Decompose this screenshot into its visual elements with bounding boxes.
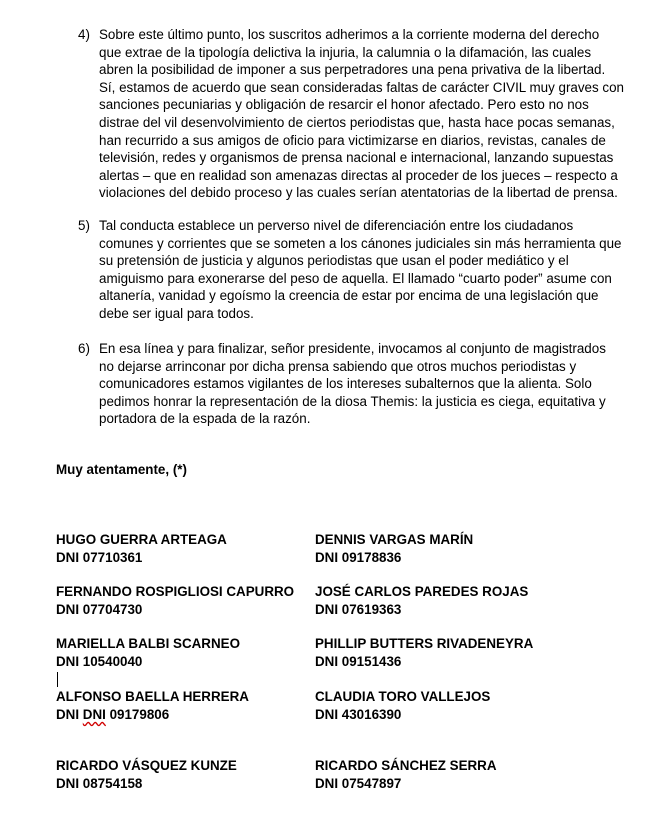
text-line: comunicadores estamos vigilantes de los intereses subalternos que la alienta. Solo bbox=[99, 376, 592, 392]
signatory-name: DENNIS VARGAS MARÍN bbox=[315, 532, 474, 547]
text-line: no dejarse arrinconar por dicha prensa sabiendo que otros muchos periodistas y bbox=[99, 358, 577, 374]
text-line: su pretensión de justicia y algunos periodistas que usan el poder mediático y el bbox=[99, 253, 569, 269]
signature-block bbox=[56, 757, 237, 793]
text-line: abren la posibilidad de imponer a sus perpetradores una pena privativa de la libertad. bbox=[99, 62, 606, 78]
signatory-name: RICARDO VÁSQUEZ KUNZE bbox=[56, 758, 237, 773]
text-line: Sí, estamos de acuerdo que sean consideradas faltas de carácter CIVIL muy graves con bbox=[99, 79, 625, 95]
signatory-name: FERNANDO ROSPIGLIOSI CAPURRO bbox=[56, 584, 295, 599]
signatory-dni: DNI 08754158 bbox=[56, 776, 143, 791]
text-line: comunes y corrientes que se someten a los cánones judiciales sin más herramienta que bbox=[99, 235, 622, 251]
text-line: En esa línea y para finalizar, señor presidente, invocamos al conjunto de magistrados bbox=[99, 341, 606, 356]
text-line: televisión, redes y organismos de prensa nacional e internacional, lanzando supuestas bbox=[99, 150, 614, 166]
item-number: 4) bbox=[78, 27, 90, 42]
spellcheck-flagged-word: DNI bbox=[82, 707, 106, 722]
signature-block bbox=[56, 531, 227, 567]
signature-block bbox=[315, 757, 497, 793]
signatory-name: HUGO GUERRA ARTEAGA bbox=[56, 532, 227, 547]
text-line: Tal conducta establece un perverso nivel de diferenciación entre los ciudadanos bbox=[99, 218, 574, 233]
text-line: pedimos honrar la representación de la diosa Themis: la justicia es ciega, equitativa y bbox=[99, 393, 606, 409]
numbered-item-4 bbox=[78, 26, 628, 202]
dni-prefix: DNI bbox=[56, 707, 83, 722]
signature-block bbox=[315, 688, 490, 724]
signatory-dni: DNI 09178836 bbox=[315, 550, 402, 565]
text-line: portadora de la espada de la razón. bbox=[99, 411, 311, 427]
text-line: alertas – que en realidad son amenazas directas al proceder de los jueces – respecto a bbox=[99, 167, 618, 183]
signatory-dni bbox=[56, 706, 249, 724]
signatory-dni: DNI 07710361 bbox=[56, 550, 143, 565]
numbered-item-5 bbox=[78, 217, 628, 323]
text-line: altanería, vanidad y egoísmo la creencia de estar por encima de una legislación que bbox=[99, 288, 599, 304]
text-line: que extrae de la tipología delictiva la injuria, la calumnia o la difamación, las cuales bbox=[99, 44, 592, 60]
item-text bbox=[99, 340, 628, 428]
text-line: amiguismo para exonerarse del peso de aquella. El llamado “cuarto poder” asume con bbox=[99, 270, 612, 286]
text-cursor bbox=[57, 672, 58, 687]
signatory-dni: DNI 43016390 bbox=[315, 707, 402, 722]
signatory-name: ALFONSO BAELLA HERRERA bbox=[56, 689, 249, 704]
signatory-dni: DNI 07619363 bbox=[315, 602, 402, 617]
signatory-name: JOSÉ CARLOS PAREDES ROJAS bbox=[315, 584, 529, 599]
text-line: debe ser igual para todos. bbox=[99, 305, 254, 321]
dni-number: 09179806 bbox=[105, 707, 170, 722]
signatory-dni: DNI 07704730 bbox=[56, 602, 143, 617]
signature-block bbox=[56, 688, 249, 724]
signatory-name: RICARDO SÁNCHEZ SERRA bbox=[315, 758, 497, 773]
signatory-dni: DNI 10540040 bbox=[56, 654, 143, 669]
signatory-name: MARIELLA BALBI SCARNEO bbox=[56, 636, 240, 651]
item-number: 6) bbox=[78, 341, 90, 356]
signature-block bbox=[315, 583, 528, 619]
text-line: han recurrido a sus amigos de oficio para victimizarse en diarios, revistas, canales de bbox=[99, 132, 606, 148]
item-text bbox=[99, 26, 628, 202]
signature-block bbox=[315, 635, 533, 671]
item-text bbox=[99, 217, 628, 323]
text-line: violaciones del debido proceso y las cuales serían atentatorias de la libertad de prensa. bbox=[99, 185, 618, 201]
closing-salutation: Muy atentamente, (*) bbox=[56, 462, 187, 477]
signatory-dni: DNI 09151436 bbox=[315, 654, 402, 669]
signature-block bbox=[315, 531, 473, 567]
signatory-dni: DNI 07547897 bbox=[315, 776, 402, 791]
text-line: sanciones pecuniarias y obligación de resarcir el honor afectado. Pero esto no nos bbox=[99, 97, 589, 113]
item-number: 5) bbox=[78, 218, 90, 233]
numbered-item-6 bbox=[78, 340, 628, 428]
signatory-name: PHILLIP BUTTERS RIVADENEYRA bbox=[315, 636, 534, 651]
signature-block bbox=[56, 583, 294, 619]
signatory-name: CLAUDIA TORO VALLEJOS bbox=[315, 689, 491, 704]
text-line: Sobre este último punto, los suscritos adherimos a la corriente moderna del derecho bbox=[99, 27, 600, 42]
signature-block bbox=[56, 635, 240, 671]
text-line: distrae del vil desenvolvimiento de ciertos periodistas que, hasta hace pocas semanas, bbox=[99, 114, 615, 130]
